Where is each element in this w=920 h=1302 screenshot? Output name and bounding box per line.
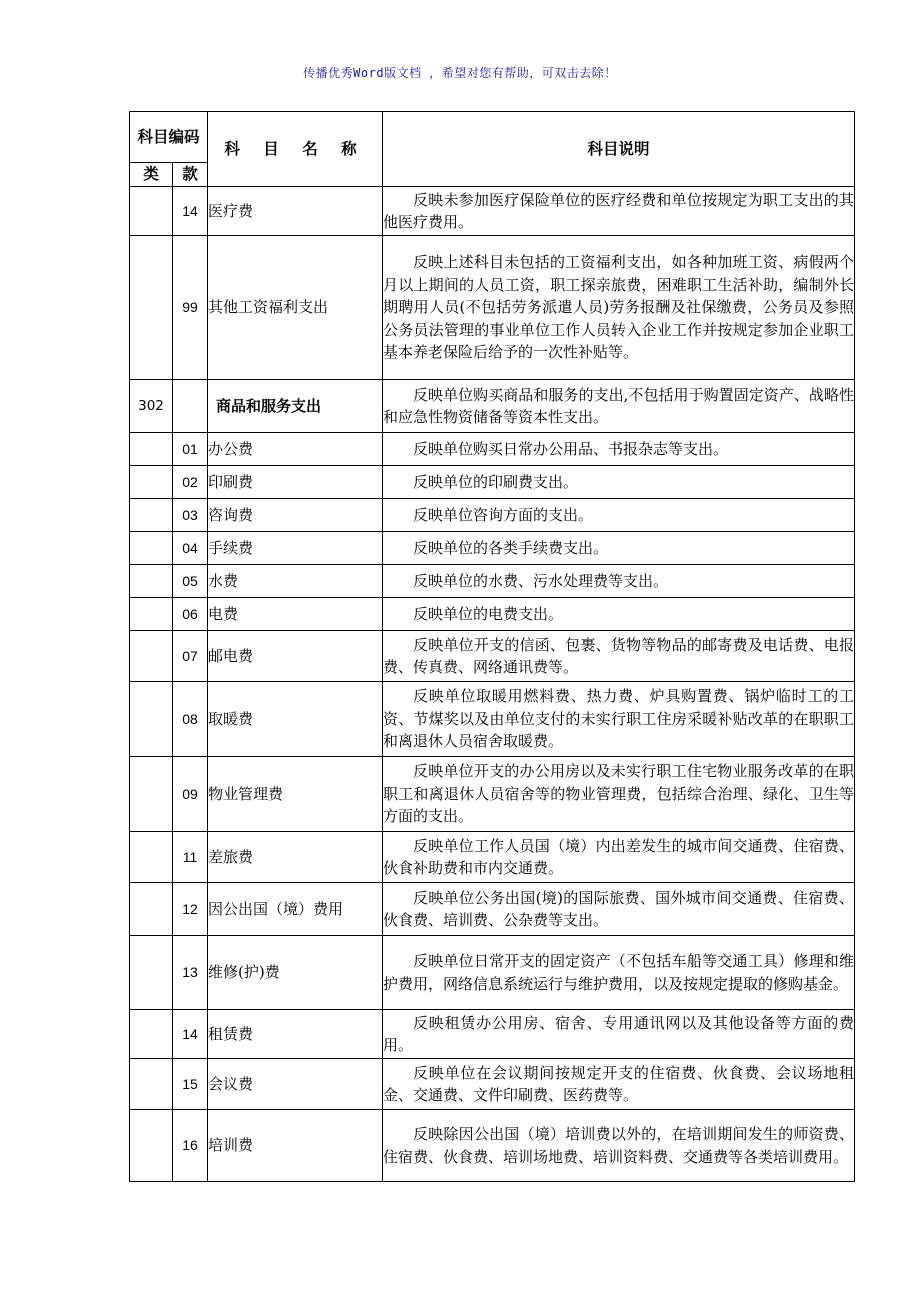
subject-description: 反映单位购买商品和服务的支出,不包括用于购置固定资产、战略性和应急性物资储备等资本性支出。 <box>383 380 855 433</box>
category-code <box>130 1110 173 1182</box>
subject-name: 差旅费 <box>208 832 383 883</box>
table-row <box>130 631 855 682</box>
item-code: 08 <box>173 682 208 757</box>
table-row <box>130 1059 855 1110</box>
category-code <box>130 883 173 936</box>
subject-name: 会议费 <box>208 1059 383 1110</box>
subject-name: 水费 <box>208 565 383 598</box>
table-row <box>130 1110 855 1182</box>
subject-description: 反映单位的印刷费支出。 <box>383 466 855 499</box>
table-row <box>130 532 855 565</box>
item-code: 14 <box>173 187 208 236</box>
table-row <box>130 433 855 466</box>
item-code: 05 <box>173 565 208 598</box>
subject-description: 反映单位的水费、污水处理费等支出。 <box>383 565 855 598</box>
subject-name: 咨询费 <box>208 499 383 532</box>
subject-description: 反映除因公出国（境）培训费以外的，在培训期间发生的师资费、住宿费、伙食费、培训场地费、培训资料费、交通费等各类培训费用。 <box>383 1110 855 1182</box>
table-row <box>130 832 855 883</box>
category-code: 302 <box>130 380 173 433</box>
subject-description: 反映单位的各类手续费支出。 <box>383 532 855 565</box>
item-code: 01 <box>173 433 208 466</box>
category-code <box>130 757 173 832</box>
item-code <box>173 380 208 433</box>
subject-name: 手续费 <box>208 532 383 565</box>
subject-description: 反映单位日常开支的固定资产（不包括车船等交通工具）修理和维护费用，网络信息系统运行与维护费用，以及按规定提取的修购基金。 <box>383 936 855 1010</box>
table-row <box>130 565 855 598</box>
subject-description: 反映单位公务出国(境)的国际旅费、国外城市间交通费、住宿费、伙食费、培训费、公杂费等支出。 <box>383 883 855 936</box>
table-row <box>130 883 855 936</box>
item-code: 06 <box>173 598 208 631</box>
header-category: 类 <box>130 163 173 187</box>
header-subject-name: 科 目 名 称 <box>208 112 383 187</box>
category-code <box>130 236 173 380</box>
subject-description: 反映单位工作人员国（境）内出差发生的城市间交通费、住宿费、伙食补助费和市内交通费。 <box>383 832 855 883</box>
item-code: 09 <box>173 757 208 832</box>
category-code <box>130 682 173 757</box>
table-row <box>130 187 855 236</box>
table-row <box>130 1010 855 1059</box>
table-row <box>130 936 855 1010</box>
category-code <box>130 433 173 466</box>
subject-description: 反映上述科目未包括的工资福利支出，如各种加班工资、病假两个月以上期间的人员工资，职工探亲旅费，困难职工生活补助，编制外长期聘用人员(不包括劳务派遣人员)劳务报酬及社保缴费，公务员及参照公务员法管理的事业单位工作人员转入企业工作并按规定参加企业职工基本养老保险后给予的一次性补贴等。 <box>383 236 855 380</box>
subject-name: 医疗费 <box>208 187 383 236</box>
subject-name: 邮电费 <box>208 631 383 682</box>
item-code: 07 <box>173 631 208 682</box>
item-code: 15 <box>173 1059 208 1110</box>
subject-name: 培训费 <box>208 1110 383 1182</box>
subject-description: 反映单位开支的办公用房以及未实行职工住宅物业服务改革的在职职工和离退休人员宿舍等的物业管理费，包括综合治理、绿化、卫生等方面的支出。 <box>383 757 855 832</box>
category-code <box>130 466 173 499</box>
subject-description: 反映单位开支的信函、包裹、货物等物品的邮寄费及电话费、电报费、传真费、网络通讯费等。 <box>383 631 855 682</box>
document-banner: 传播优秀Word版文档 ，希望对您有帮助，可双击去除！ <box>303 66 617 80</box>
category-code <box>130 1059 173 1110</box>
table-row <box>130 466 855 499</box>
subject-description: 反映单位购买日常办公用品、书报杂志等支出。 <box>383 433 855 466</box>
subject-description: 反映单位在会议期间按规定开支的住宿费、伙食费、会议场地租金、交通费、文件印刷费、医药费等。 <box>383 1059 855 1110</box>
category-code <box>130 532 173 565</box>
category-code <box>130 832 173 883</box>
subject-name: 因公出国（境）费用 <box>208 883 383 936</box>
subject-description: 反映单位咨询方面的支出。 <box>383 499 855 532</box>
subject-name: 其他工资福利支出 <box>208 236 383 380</box>
item-code: 11 <box>173 832 208 883</box>
subject-name: 物业管理费 <box>208 757 383 832</box>
table-row <box>130 380 855 433</box>
item-code: 13 <box>173 936 208 1010</box>
header-subject-code: 科目编码 <box>130 112 208 163</box>
subject-description: 反映单位的电费支出。 <box>383 598 855 631</box>
category-code <box>130 565 173 598</box>
header-item: 款 <box>173 163 208 187</box>
subject-description: 反映未参加医疗保险单位的医疗经费和单位按规定为职工支出的其他医疗费用。 <box>383 187 855 236</box>
category-code <box>130 187 173 236</box>
subject-name: 印刷费 <box>208 466 383 499</box>
category-code <box>130 631 173 682</box>
category-code <box>130 598 173 631</box>
table-row <box>130 757 855 832</box>
subject-name: 维修(护)费 <box>208 936 383 1010</box>
category-code <box>130 936 173 1010</box>
table-row <box>130 499 855 532</box>
table-row <box>130 598 855 631</box>
budget-subject-table <box>129 111 855 1182</box>
table-row <box>130 682 855 757</box>
table-row <box>130 236 855 380</box>
item-code: 14 <box>173 1010 208 1059</box>
subject-name: 电费 <box>208 598 383 631</box>
item-code: 99 <box>173 236 208 380</box>
item-code: 03 <box>173 499 208 532</box>
item-code: 02 <box>173 466 208 499</box>
category-code <box>130 499 173 532</box>
subject-name: 商品和服务支出 <box>208 380 383 433</box>
subject-description: 反映租赁办公用房、宿舍、专用通讯网以及其他设备等方面的费用。 <box>383 1010 855 1059</box>
header-subject-description: 科目说明 <box>383 112 855 187</box>
item-code: 16 <box>173 1110 208 1182</box>
category-code <box>130 1010 173 1059</box>
item-code: 12 <box>173 883 208 936</box>
item-code: 04 <box>173 532 208 565</box>
subject-name: 租赁费 <box>208 1010 383 1059</box>
subject-description: 反映单位取暖用燃料费、热力费、炉具购置费、锅炉临时工的工资、节煤奖以及由单位支付的未实行职工住房采暖补贴改革的在职职工和离退休人员宿舍取暖费。 <box>383 682 855 757</box>
subject-name: 取暖费 <box>208 682 383 757</box>
subject-name: 办公费 <box>208 433 383 466</box>
